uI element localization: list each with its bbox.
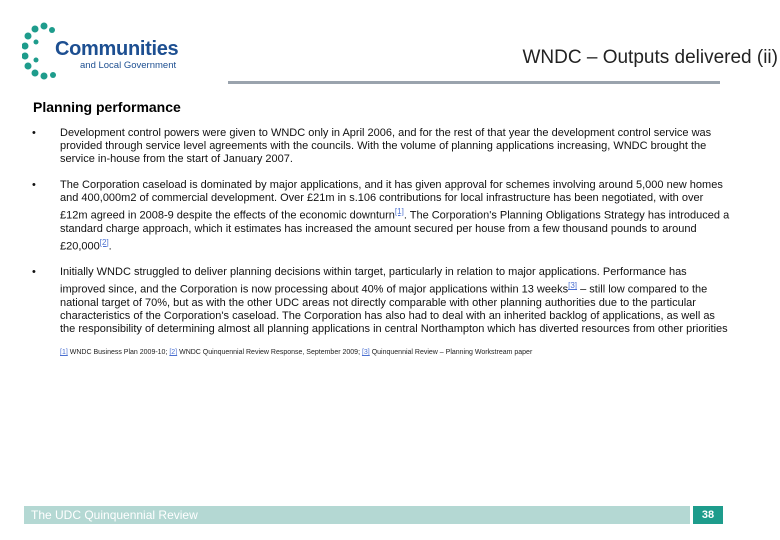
bullet-item bbox=[30, 179, 730, 253]
bullet-text: The Corporation caseload is dominated by major applications, and it has given approval for schemes involving around 5,000 new homes and 400,000m2 of commercial development. Over £21m in s.106 contributions for local infrastructure has been negotiated, with over £12m agreed in 2008-9 despite the effects of the economic downturn bbox=[60, 179, 723, 222]
footnotes bbox=[60, 349, 740, 356]
footnote-text: Quinquennial Review – Planning Workstream paper bbox=[369, 349, 533, 356]
footnote-ref-link[interactable]: [1] bbox=[394, 207, 404, 216]
title-underline bbox=[228, 81, 720, 84]
section-heading: Planning performance bbox=[33, 99, 181, 115]
footnote-ref-link[interactable]: [3] bbox=[568, 281, 578, 291]
bullet-text: . bbox=[108, 240, 112, 253]
bullet-icon: • bbox=[32, 266, 36, 279]
communities-logo bbox=[22, 20, 222, 82]
footnote-link[interactable]: [2] bbox=[169, 349, 178, 356]
footnote-link[interactable]: [3] bbox=[361, 349, 370, 356]
footnote-text: WNDC Quinquennial Review Response, September 2009; bbox=[177, 349, 362, 356]
logo-subtitle: and Local Government bbox=[80, 60, 177, 71]
bullet-text: Development control powers were given to WNDC only in April 2006, and for the rest of that year the development control service was provided through service level agreements with the councils. With the volume of planning applications increasing, WNDC brought the service in-house from the start of January 2007. bbox=[60, 127, 712, 165]
footnote-text: WNDC Business Plan 2009-10; bbox=[67, 349, 170, 356]
logo-dots-icon bbox=[22, 20, 56, 82]
bullet-text: Initially WNDC struggled to deliver planning decisions within target, particularly in relation to major applications. Performance has improved since, and the Corporation is now processing about 40% of major applications within 13 weeks bbox=[60, 266, 687, 296]
slide-title: WNDC – Outputs delivered (ii) bbox=[522, 47, 778, 68]
bullet-text: . The Corporation's Planning Obligations Strategy has introduced a standard charge approach, which it estimates has increased the amount secured per house from a few thousand pounds to around £20,000 bbox=[60, 209, 730, 253]
page-number: 38 bbox=[693, 506, 723, 524]
footer-bar bbox=[24, 506, 690, 524]
bullet-list bbox=[30, 127, 730, 349]
logo-title: Communities bbox=[55, 38, 179, 60]
bullet-icon: • bbox=[32, 179, 36, 191]
bullet-item bbox=[30, 266, 730, 336]
footer-text: The UDC Quinquennial Review bbox=[31, 508, 198, 522]
bullet-icon: • bbox=[32, 127, 36, 139]
footnote-link[interactable]: [1] bbox=[60, 349, 68, 356]
footnote-ref-link[interactable]: [2] bbox=[99, 237, 109, 247]
bullet-text: – still low compared to the national target of 70%, but as with the other UDC areas not directly comparable with other planning authorities due to the particular characteristics of the Corporation's caseload. The Corporation has also had to deal with an inherited backlog of applications, as well as the responsibility of determining almost all planning applications in central Northampton which has diverted resources from other priorities bbox=[60, 283, 728, 335]
bullet-item bbox=[30, 127, 730, 166]
